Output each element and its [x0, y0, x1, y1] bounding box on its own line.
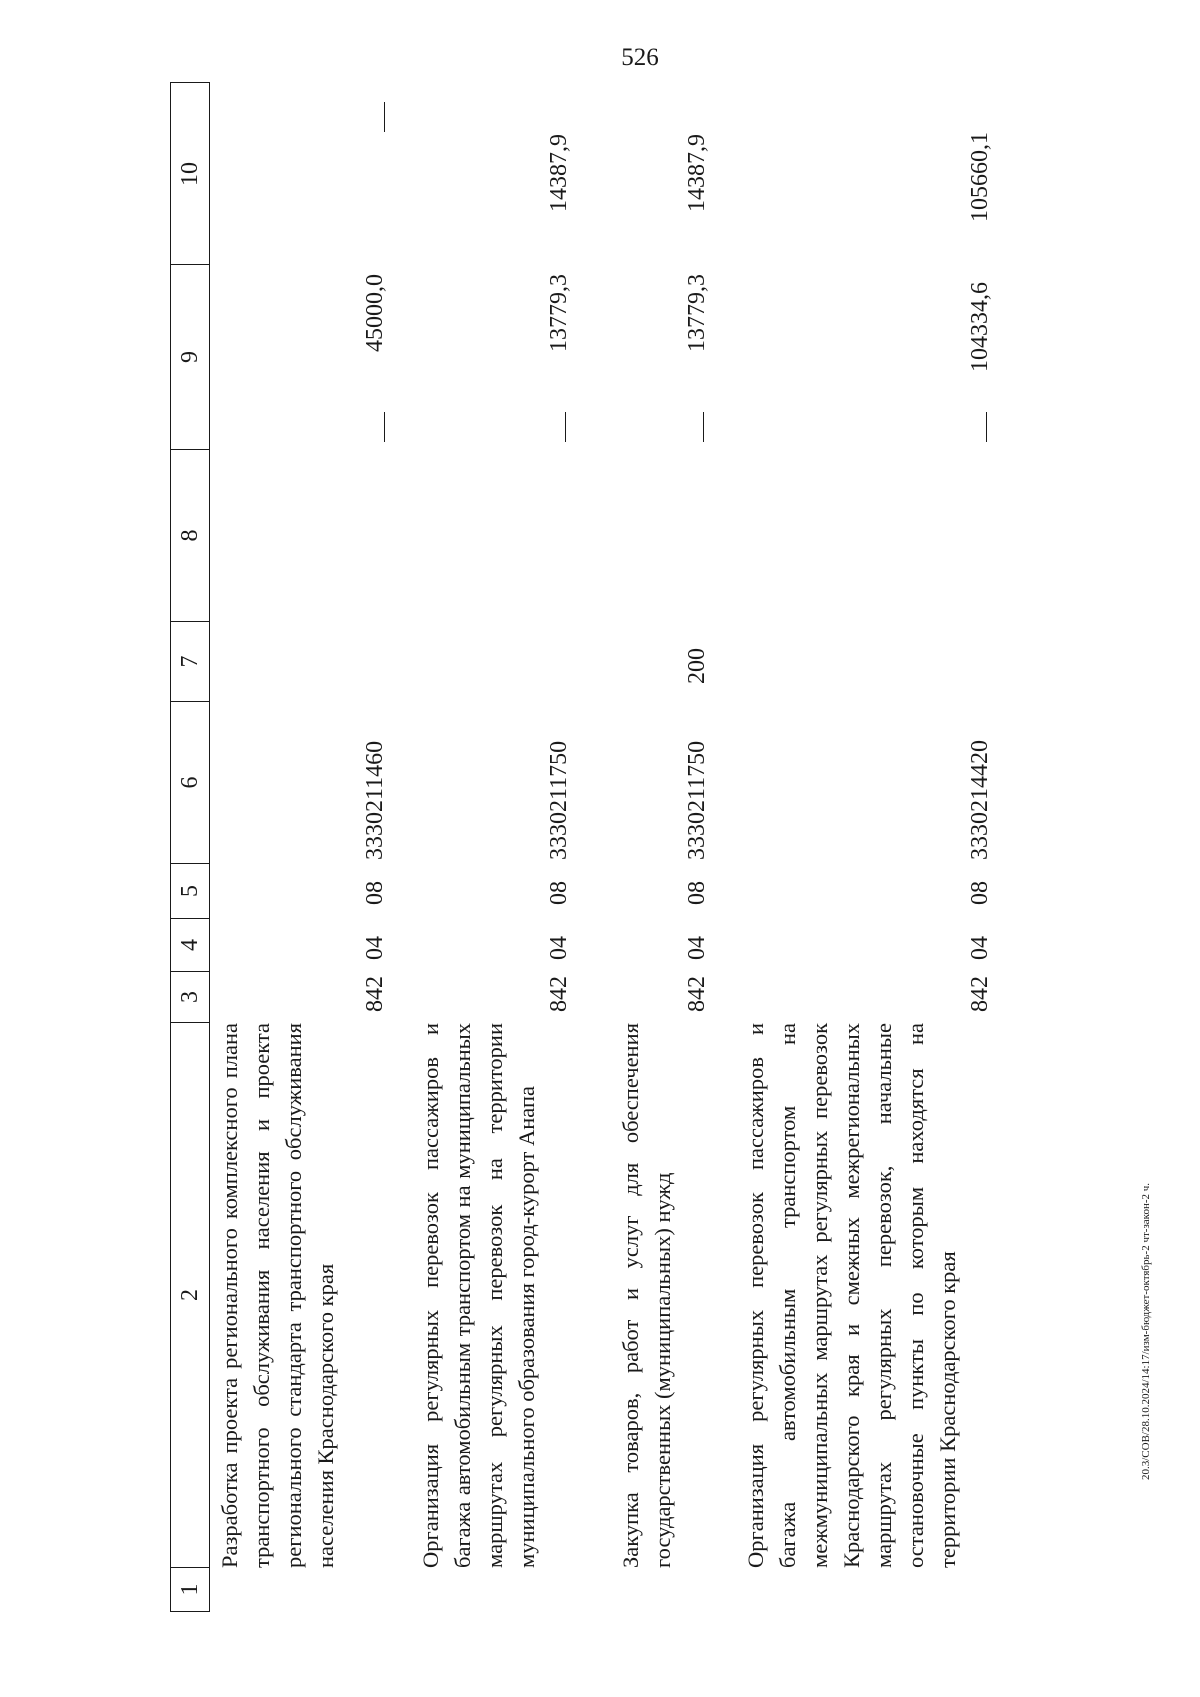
table-row	[415, 82, 605, 1612]
cell-col4: 04	[684, 936, 710, 960]
cell-col4: 04	[362, 936, 388, 960]
cell-col6: 3330211460	[362, 740, 388, 860]
cell-col3: 842	[546, 976, 572, 1012]
cell-col5: 08	[546, 881, 572, 905]
column-header-9: 9	[171, 264, 209, 449]
column-header-2: 2	[171, 1022, 209, 1567]
page-number: 526	[621, 44, 659, 71]
column-header-3: 3	[171, 971, 209, 1022]
cell-col7: 200	[684, 648, 710, 684]
row-description: Организация регулярных перевозок пассажиров и багажа автомобильным транспортом на муниципальных маршрутах регулярных перевозок на территории муниципального образования город-курорт Анапа	[418, 1023, 539, 1568]
budget-table	[170, 82, 1070, 1612]
cell-col5: 08	[684, 881, 710, 905]
cell-col8-dash	[384, 412, 385, 442]
cell-col9: 13779,3	[546, 274, 572, 352]
cell-col6: 3330214420	[967, 740, 993, 860]
column-header-1: 1	[171, 1567, 209, 1611]
cell-col9: 104334,6	[967, 282, 993, 372]
column-header-10: 10	[176, 162, 203, 186]
column-header-6: 6	[171, 701, 209, 863]
cell-col10: 105660,1	[967, 132, 993, 222]
cell-col5: 08	[362, 881, 388, 905]
cell-col10: 14387,9	[684, 134, 710, 212]
row-description: Организация регулярных перевозок пассажиров и багажа автомобильным транспортом на межмуниципальных маршрутах регулярных перевозок Краснодарского края и смежных межрегиональных маршрутах регулярных перевозок, начальные остановочные пункты по которым находятся на территории Краснодарского края	[743, 1023, 960, 1568]
cell-col3: 842	[967, 976, 993, 1012]
cell-col6: 3330211750	[684, 740, 710, 860]
table-row	[740, 82, 1010, 1612]
cell-col3: 842	[362, 976, 388, 1012]
cell-col8-dash	[703, 412, 704, 442]
cell-col4: 04	[546, 936, 572, 960]
cell-col9: 13779,3	[684, 274, 710, 352]
cell-col10: 14387,9	[546, 134, 572, 212]
cell-col3: 842	[684, 976, 710, 1012]
column-header-8: 8	[171, 449, 209, 621]
cell-col4: 04	[967, 936, 993, 960]
column-header-4: 4	[171, 918, 209, 971]
cell-col10-dash	[384, 102, 385, 132]
cell-col8-dash	[565, 412, 566, 442]
table-header-row	[170, 82, 210, 1612]
table-row	[615, 82, 725, 1612]
table-row	[214, 82, 404, 1612]
document-footer-code: 20.3/СОВ/28.10.2024/14:17/изм-бюджет-октябрь-2 чт-закон-2 ч.	[1140, 1182, 1152, 1480]
cell-col6: 3330211750	[546, 740, 572, 860]
cell-col8-dash	[986, 412, 987, 442]
row-description: Закупка товаров, работ и услуг для обеспечения государственных (муниципальных) нужд	[618, 1023, 675, 1568]
row-description: Разработка проекта регионального комплексного плана транспортного обслуживания населения и проекта регионального стандарта транспортного обслуживания населения Краснодарского края	[217, 1023, 338, 1568]
column-header-5: 5	[171, 863, 209, 918]
cell-col9: 45000,0	[362, 274, 388, 352]
column-header-7: 7	[171, 621, 209, 701]
cell-col5: 08	[967, 881, 993, 905]
